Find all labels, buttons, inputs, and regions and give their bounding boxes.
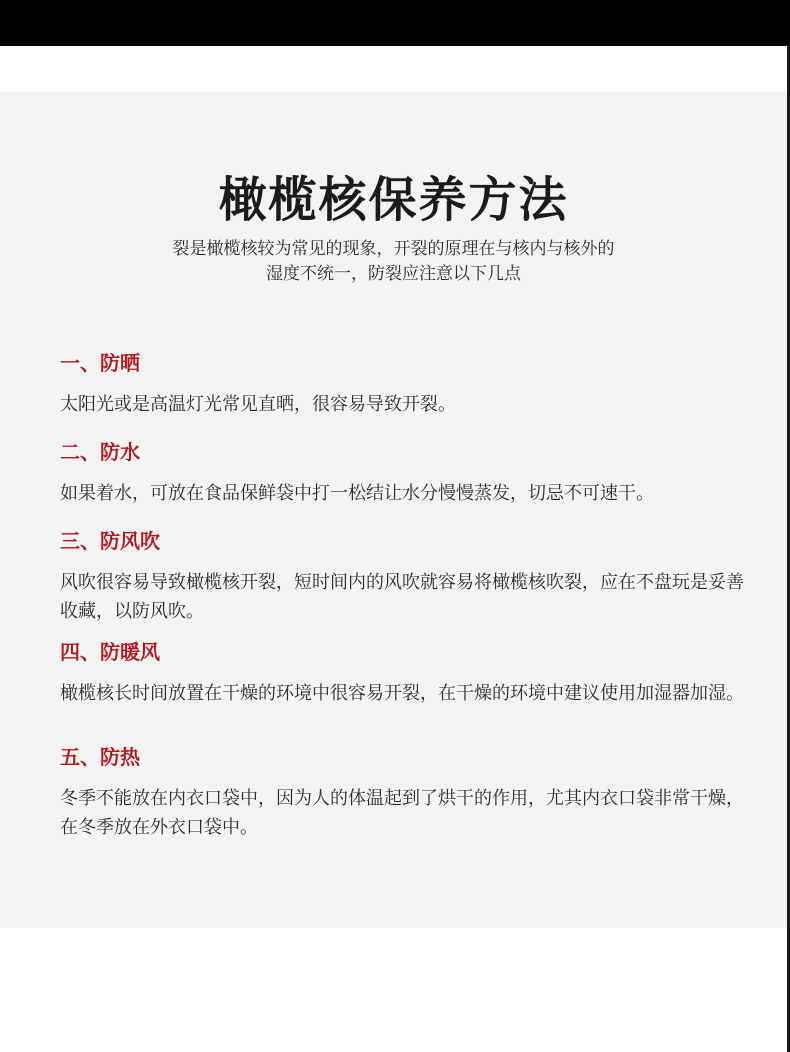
page-title: 橄榄核保养方法 <box>218 172 569 228</box>
section-body-sun: 太阳光或是高温灯光常见直晒，很容易导致开裂。 <box>60 394 456 415</box>
intro-line-1: 裂是橄榄核较为常见的现象，开裂的原理在与核内与核外的 <box>172 239 615 259</box>
section-heading-water: 二、防水 <box>60 440 140 464</box>
section-body-heat: 冬季不能放在内衣口袋中，因为人的体温起到了烘干的作用，尤其内衣口袋非常干燥，在冬季放在外衣口袋中。 <box>60 788 744 838</box>
section-body-warm-air: 橄榄核长时间放置在干燥的环境中很容易开裂，在干燥的环境中建议使用加湿器加湿。 <box>60 683 744 704</box>
section-heading-wind: 三、防风吹 <box>60 529 160 553</box>
section-heading-warm-air: 四、防暖风 <box>60 640 160 664</box>
top-black-bar <box>0 0 790 46</box>
intro-line-2: 湿度不统一，防裂应注意以下几点 <box>266 264 521 284</box>
section-body-wind: 风吹很容易导致橄榄核开裂，短时间内的风吹就容易将橄榄核吹裂，应在不盘玩是妥善收藏，以防风吹。 <box>60 572 744 622</box>
section-heading-sun: 一、防晒 <box>60 351 140 375</box>
section-body-water: 如果着水，可放在食品保鲜袋中打一松结让水分慢慢蒸发，切忌不可速干。 <box>60 483 654 504</box>
section-heading-heat: 五、防热 <box>60 745 140 769</box>
